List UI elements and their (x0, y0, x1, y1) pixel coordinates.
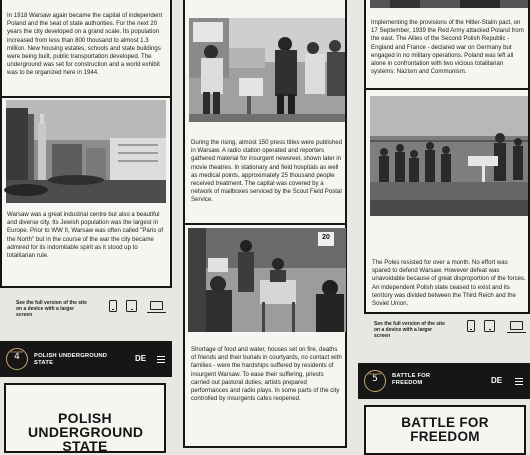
language-switch[interactable]: DE (135, 354, 147, 363)
phone-screen-chapter-3-interwar (0, 0, 172, 454)
phone-view-icon[interactable] (109, 300, 117, 312)
phone-view-icon[interactable] (467, 320, 475, 332)
photo-sign: 20 (322, 234, 330, 241)
intro-text-card (364, 0, 530, 98)
chapter-navbar[interactable] (358, 363, 530, 399)
top-strip-photo (370, 0, 528, 8)
device-switch-bar (0, 290, 172, 320)
intro-text-card (0, 0, 172, 98)
cafe-photo (188, 228, 346, 332)
chapter-number: 4 (14, 352, 20, 362)
device-switch-bar (358, 312, 530, 342)
menu-icon[interactable] (157, 356, 165, 363)
chapter-label: chapter (10, 350, 24, 354)
menu-icon[interactable] (515, 378, 523, 385)
warsaw-skyline-photo (6, 100, 166, 203)
intro-text: Implementing the provisions of the Hitler-Stalin pact, on 17 September, 1939 the Red Army attacked Poland from the east. The Allies of the Second Polish Republic - England and France - declared war on Germany but engaged in no military operations. Poland was left all alone in confrontation with two vicious totalitarian systems: Nazism and Communism. (371, 19, 524, 76)
chapter-heading-card (4, 383, 166, 453)
photo-text-card (364, 88, 530, 314)
chapter-label: chapter (368, 372, 382, 376)
desktop-view-icon[interactable] (150, 301, 163, 310)
desktop-view-icon[interactable] (510, 321, 523, 330)
chapter-heading: POLISH UNDERGROUND STATE (28, 410, 144, 454)
chapter-title[interactable]: BATTLE FOR FREEDOM (392, 373, 431, 386)
radio-station-photo (189, 18, 345, 122)
soldiers-border-photo (370, 96, 528, 216)
device-switch-text: See the full version of the site on a device with a larger screen (374, 321, 445, 340)
chapter-heading: BATTLE FOR FREEDOM (401, 415, 489, 444)
tablet-view-icon[interactable] (126, 300, 137, 312)
phone-screen-chapter-2-war (358, 0, 530, 442)
chapter-title[interactable]: POLISH UNDERGROUND STATE (34, 353, 108, 366)
body-text-2: Shortage of food and water, houses set on fire, deaths of friends and their burials in courtyards, no contact with families - were the hardships suffered by residents of insurgent Warsaw. To ease their suffering, priests carried out pastoral duties, artists prepared performances and radio plays. In some parts of the city controlled by insurgents cafes reopened. (191, 346, 342, 403)
photo-text-card-2 (183, 223, 347, 448)
chapter-number: 5 (372, 374, 378, 384)
intro-text: In 1918 Warsaw again became the capital of independent Poland and the seat of state authorities. For the next 20 years the city developed on a grand scale. Its population increased from less than 800 thousand to almost 1.3 million. New housing estates, schools and state buildings were being built, public transportation developed. The underground was set for construction and a world exhibit was to be organized here in 1944. (7, 12, 163, 77)
tablet-view-icon[interactable] (484, 320, 495, 332)
chapter-heading-card (364, 405, 526, 455)
chapter-navbar[interactable] (0, 341, 172, 377)
chapter-number-badge[interactable] (6, 348, 28, 370)
photo-text-card (0, 96, 172, 288)
body-text: Warsaw was a great industrial centre but also a beautiful and diverse city. Its Jewish population was the largest in Europe. Prior to WW II, Warsaw was often called "Paris of the North" but in the course of the war the city became admired for its indomitable spirit as it stood up to totalitarian rule. (7, 211, 164, 260)
language-switch[interactable]: DE (491, 376, 503, 385)
device-switch-text: See the full version of the site on a device with a larger screen (16, 300, 87, 319)
chapter-number-badge[interactable] (364, 370, 386, 392)
phone-screen-chapter-6-rising (183, 0, 347, 442)
body-text: During the rising, almost 150 press titles were published in Warsaw. A radio station operated and reporters gathered material for insurgent newsreel, shown later in movie theatres. In stationary and field hospitals as well as medical points, approximately 25 thousand people received treatment. The capital was covered by a network of mailboxes serviced by the Scout Field Postal Service. (191, 139, 343, 204)
body-text: The Poles resisted for over a month. No effort was spared to defend Warsaw. However defeat was unavoidable because of great disproportion of the forces. An independent Polish state ceased to exist and its territory was divided between the Third Reich and the Soviet Union. (372, 259, 526, 308)
photo-text-card (183, 0, 347, 228)
